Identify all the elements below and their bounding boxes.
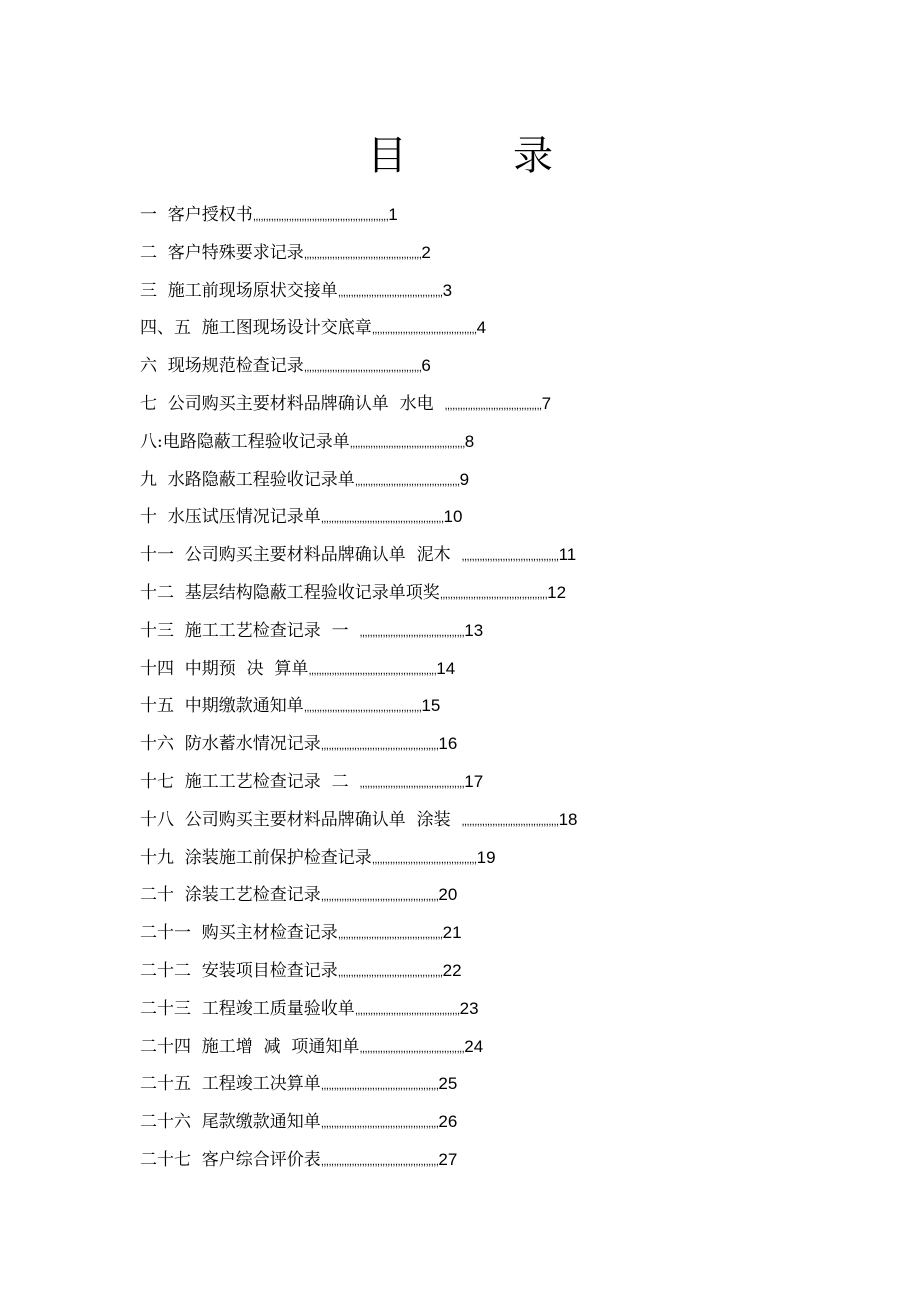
- toc-entry[interactable]: [140, 725, 820, 763]
- toc-entry[interactable]: [140, 461, 820, 499]
- toc-entry[interactable]: [140, 1065, 820, 1103]
- toc-entry[interactable]: [140, 1103, 820, 1141]
- toc-entry-page-number: 15: [421, 696, 441, 716]
- toc-entry-page-number: 26: [438, 1112, 458, 1132]
- toc-entry-title: 十一 公司购买主要材料品牌确认单 泥木: [140, 545, 462, 566]
- toc-entry[interactable]: [140, 612, 820, 650]
- toc-entry-page-number: 21: [442, 923, 462, 943]
- toc-entry[interactable]: [140, 536, 820, 574]
- toc-entry[interactable]: [140, 763, 820, 801]
- toc-entry[interactable]: [140, 385, 820, 423]
- toc-entry-title: 二十四 施工增 减 项通知单: [140, 1036, 360, 1057]
- toc-entry-page-number: 23: [459, 998, 479, 1018]
- page-title-char-2: 录: [513, 133, 553, 179]
- toc-entry-leader: ,,,,,,,,,,,,,,,,,,,,,,,,,,,,,,,,,,,,,,,,,,,,,,,,,,: [308, 664, 437, 677]
- toc-entry-title: 八:电路隐蔽工程验收记录单: [140, 431, 350, 452]
- toc-entry-page-number: 3: [442, 280, 453, 300]
- toc-entry-leader: ,,,,,,,,,,,,,,,,,,,,,,,,,,,,,,,,,,,,,,,,,,,,,,: [320, 1080, 439, 1093]
- toc-entry-title: 六 现场规范检查记录: [140, 356, 304, 377]
- toc-entry-title: 二十三 工程竣工质量验收单: [140, 998, 355, 1019]
- toc-entry-page-number: 25: [438, 1074, 458, 1094]
- toc-entry-leader: ,,,,,,,,,,,,,,,,,,,,,,,,,,,,,,,,,,,,,,,,,,,,,,: [303, 362, 422, 375]
- toc-entry[interactable]: [140, 574, 820, 612]
- toc-entry[interactable]: [140, 423, 820, 461]
- toc-entry-page-number: 1: [388, 205, 398, 224]
- toc-entry-page-number: 9: [459, 469, 470, 489]
- page-title-char-1: 目: [367, 133, 407, 179]
- toc-entry-leader: ,,,,,,,,,,,,,,,,,,,,,,,,,,,,,,,,,,,,,,,,,: [371, 324, 477, 337]
- toc-entry-title: 二十 涂装工艺检查记录: [140, 885, 321, 906]
- toc-entry-leader: ,,,,,,,,,,,,,,,,,,,,,,,,,,,,,,,,,,,,,,,,,,,,,,: [320, 1118, 439, 1131]
- toc-entry[interactable]: [140, 234, 820, 272]
- toc-entry-page-number: 22: [442, 960, 462, 980]
- toc-entry-title: 十七 施工工艺检查记录 二: [140, 771, 360, 792]
- toc-entry-title: 二十六 尾款缴款通知单: [140, 1112, 321, 1133]
- toc-entry-title: 二十一 购买主材检查记录: [140, 923, 338, 944]
- toc-entry-page-number: 7: [541, 393, 552, 413]
- toc-entry-leader: ,,,,,,,,,,,,,,,,,,,,,,,,,,,,,,,,,,,,,,,,,,,,,,: [303, 248, 422, 261]
- toc-entry-leader: ,,,,,,,,,,,,,,,,,,,,,,,,,,,,,,,,,,,,,,,,,: [359, 1042, 465, 1055]
- toc-entry-title: 三 施工前现场原状交接单: [140, 280, 338, 301]
- toc-entry-leader: ,,,,,,,,,,,,,,,,,,,,,,,,,,,,,,,,,,,,,,,,,: [337, 929, 443, 942]
- toc-entry-page-number: 10: [443, 507, 463, 527]
- toc-entry-leader: ,,,,,,,,,,,,,,,,,,,,,,,,,,,,,,,,,,,,,,: [461, 815, 559, 828]
- toc-entry[interactable]: [140, 196, 820, 234]
- toc-entry[interactable]: [140, 650, 820, 688]
- toc-entry[interactable]: [140, 839, 820, 877]
- toc-entry-title: 二十七 客户综合评价表: [140, 1149, 321, 1170]
- toc-entry-title: 九 水路隐蔽工程验收记录单: [140, 469, 355, 490]
- toc-entry-leader: ,,,,,,,,,,,,,,,,,,,,,,,,,,,,,,,,,,,,,,,,,: [359, 626, 465, 639]
- table-of-contents: [140, 196, 820, 1179]
- toc-entry-page-number: 24: [464, 1036, 484, 1056]
- toc-entry-title: 十二 基层结构隐蔽工程验收记录单项奖: [140, 582, 440, 603]
- toc-entry[interactable]: [140, 498, 820, 536]
- toc-entry-page-number: 6: [421, 356, 431, 376]
- toc-entry-title: 四、五 施工图现场设计交底章: [140, 318, 372, 339]
- toc-entry-title: 十 水压试压情况记录单: [140, 507, 321, 528]
- toc-entry-title: 二 客户特殊要求记录: [140, 242, 304, 263]
- toc-entry-leader: ,,,,,,,,,,,,,,,,,,,,,,,,,,,,,,,,,,,,,,,,,: [354, 475, 460, 488]
- toc-entry-leader: ,,,,,,,,,,,,,,,,,,,,,,,,,,,,,,,,,,,,,,,,,: [337, 966, 443, 979]
- toc-entry-title: 十八 公司购买主要材料品牌确认单 涂装: [140, 809, 462, 830]
- toc-entry-leader: ,,,,,,,,,,,,,,,,,,,,,,,,,,,,,,,,,,,,,,,,,: [354, 1004, 460, 1017]
- page-title: [0, 128, 920, 184]
- toc-entry-page-number: 13: [464, 620, 484, 640]
- toc-entry-page-number: 16: [438, 734, 458, 754]
- toc-entry[interactable]: [140, 1141, 820, 1179]
- toc-entry-page-number: 8: [464, 431, 475, 451]
- toc-entry-page-number: 4: [476, 318, 487, 338]
- toc-entry-page-number: 11: [558, 545, 577, 565]
- toc-entry[interactable]: [140, 952, 820, 990]
- toc-entry-leader: ,,,,,,,,,,,,,,,,,,,,,,,,,,,,,,,,,,,,,,,,,,,,,: [349, 437, 465, 450]
- toc-entry-title: 十六 防水蓄水情况记录: [140, 734, 321, 755]
- toc-entry-page-number: 19: [476, 847, 496, 867]
- toc-entry[interactable]: [140, 914, 820, 952]
- toc-entry[interactable]: [140, 876, 820, 914]
- toc-entry-page-number: 2: [421, 242, 431, 262]
- toc-entry[interactable]: [140, 801, 820, 839]
- toc-entry-title: 十九 涂装施工前保护检查记录: [140, 847, 372, 868]
- toc-entry-title: 十三 施工工艺检查记录 一: [140, 620, 360, 641]
- toc-entry[interactable]: [140, 990, 820, 1028]
- toc-entry-leader: ,,,,,,,,,,,,,,,,,,,,,,,,,,,,,,,,,,,,,,,,,,: [439, 588, 548, 601]
- toc-entry-leader: ,,,,,,,,,,,,,,,,,,,,,,,,,,,,,,,,,,,,,,: [461, 551, 559, 564]
- toc-entry[interactable]: [140, 272, 820, 310]
- toc-entry-page-number: 12: [547, 582, 567, 602]
- toc-entry[interactable]: [140, 687, 820, 725]
- toc-entry-leader: ,,,,,,,,,,,,,,,,,,,,,,,,,,,,,,,,,,,,,,,,,,,,,,: [320, 891, 439, 904]
- toc-entry[interactable]: [140, 309, 820, 347]
- toc-entry-leader: ,,,,,,,,,,,,,,,,,,,,,,,,,,,,,,,,,,,,,,,,,,,,,,,,,,,,,: [252, 211, 389, 223]
- toc-entry-leader: ,,,,,,,,,,,,,,,,,,,,,,,,,,,,,,,,,,,,,,,,,,,,,,: [320, 1155, 439, 1168]
- toc-entry-title: 十四 中期预 决 算单: [140, 658, 309, 679]
- toc-entry-leader: ,,,,,,,,,,,,,,,,,,,,,,,,,,,,,,,,,,,,,,: [444, 399, 542, 412]
- toc-entry-page-number: 18: [558, 809, 578, 829]
- toc-entry-leader: ,,,,,,,,,,,,,,,,,,,,,,,,,,,,,,,,,,,,,,,,,: [337, 286, 443, 299]
- toc-entry-title: 一 客户授权书: [140, 205, 253, 225]
- toc-entry-title: 十五 中期缴款通知单: [140, 696, 304, 717]
- toc-entry-page-number: 27: [438, 1149, 458, 1169]
- toc-entry-page-number: 20: [438, 885, 458, 905]
- toc-entry-leader: ,,,,,,,,,,,,,,,,,,,,,,,,,,,,,,,,,,,,,,,,,,,,,,: [320, 740, 439, 753]
- toc-entry[interactable]: [140, 347, 820, 385]
- toc-entry-title: 二十二 安装项目检查记录: [140, 960, 338, 981]
- toc-entry-leader: ,,,,,,,,,,,,,,,,,,,,,,,,,,,,,,,,,,,,,,,,,,,,,,: [303, 702, 422, 715]
- toc-entry-leader: ,,,,,,,,,,,,,,,,,,,,,,,,,,,,,,,,,,,,,,,,,: [359, 777, 465, 790]
- toc-entry-title: 二十五 工程竣工决算单: [140, 1074, 321, 1095]
- toc-entry-leader: ,,,,,,,,,,,,,,,,,,,,,,,,,,,,,,,,,,,,,,,,,,,,,,,,: [320, 513, 444, 526]
- toc-entry-page-number: 14: [436, 658, 456, 678]
- toc-entry-leader: ,,,,,,,,,,,,,,,,,,,,,,,,,,,,,,,,,,,,,,,,,: [371, 853, 477, 866]
- toc-entry-page-number: 17: [464, 771, 484, 791]
- toc-entry[interactable]: [140, 1028, 820, 1066]
- toc-entry-title: 七 公司购买主要材料品牌确认单 水电: [140, 393, 445, 414]
